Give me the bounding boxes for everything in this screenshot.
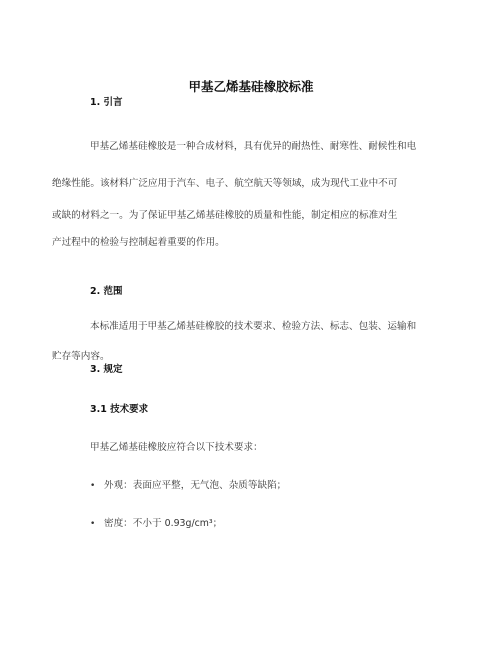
section-heading-rules: 3. 规定 bbox=[90, 364, 123, 375]
bullet-text: 外观：表面应平整，无气泡、杂质等缺陷； bbox=[104, 480, 287, 491]
scope-line-1: 本标准适用于甲基乙烯基硅橡胶的技术要求、检验方法、标志、包装、运输和 bbox=[90, 321, 417, 332]
scope-line-2: 贮存等内容。 bbox=[52, 351, 110, 362]
bullet-dot-icon: • bbox=[90, 481, 96, 491]
subsection-heading-technical-requirements: 3.1 技术要求 bbox=[90, 404, 149, 415]
bullet-dot-icon: • bbox=[90, 519, 96, 529]
introduction-line-4: 产过程中的检验与控制起着重要的作用。 bbox=[52, 237, 225, 248]
section-heading-introduction: 1. 引言 bbox=[90, 97, 123, 108]
section-heading-scope: 2. 范围 bbox=[90, 286, 123, 297]
introduction-line-3: 或缺的材料之一。为了保证甲基乙烯基硅橡胶的质量和性能，制定相应的标准对生 bbox=[52, 210, 398, 221]
requirement-bullet-item bbox=[90, 480, 286, 492]
document-title: 甲基乙烯基硅橡胶标准 bbox=[188, 79, 314, 94]
density-value: 0.93g/cm³ bbox=[164, 518, 213, 529]
introduction-line-1: 甲基乙烯基硅橡胶是一种合成材料，具有优异的耐热性、耐寒性、耐候性和电 bbox=[90, 141, 417, 152]
bullet-text-prefix: 密度：不小于 bbox=[104, 518, 165, 529]
requirements-intro: 甲基乙烯基硅橡胶应符合以下技术要求： bbox=[90, 442, 263, 453]
introduction-line-2: 绝缘性能。该材料广泛应用于汽车、电子、航空航天等领域，成为现代工业中不可 bbox=[52, 178, 398, 189]
requirement-bullet-item bbox=[90, 518, 222, 530]
bullet-text-suffix: ； bbox=[212, 518, 223, 529]
